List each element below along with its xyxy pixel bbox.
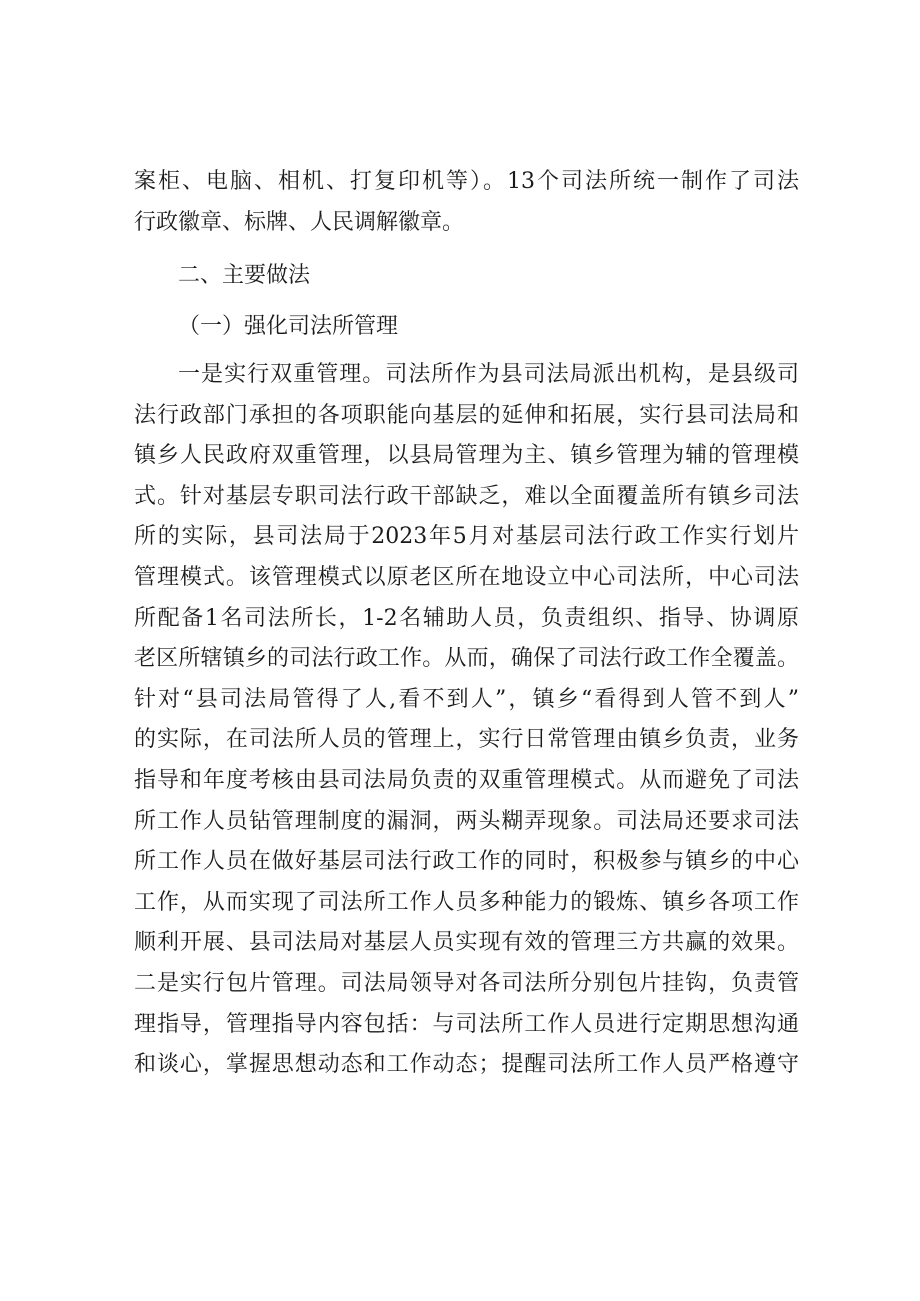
text-line: 顺利开展、县司法局对基层人员实现有效的管理三方共赢的效果。 [134,930,799,956]
text-line: 行政徽章、标牌、人民调解徽章。 [134,209,465,235]
text-line: 一是实行双重管理。司法所作为县司法局派出机构，是县级司 [178,362,799,387]
text-line: 镇乡人民政府双重管理，以县局管理为主、镇乡管理为辅的管理模 [134,443,799,469]
text-line: 法行政部门承担的各项职能向基层的延伸和拓展，实行县司法局和 [134,402,799,428]
text-line: 管理模式。该管理模式以原老区所在地设立中心司法所，中心司法 [134,564,799,590]
text-line: 针对“县司法局管得了人,看不到人”，镇乡“看得到人管不到人” [134,686,799,712]
text-line: 案柜、电脑、相机、打复印机等）。13个司法所统一制作了司法 [134,169,799,194]
text-line: 所工作人员钻管理制度的漏洞，两头糊弄现象。司法局还要求司法 [134,808,799,834]
text-line: 所的实际，县司法局于2023年5月对基层司法行政工作实行划片 [134,524,799,550]
text-line: 老区所辖镇乡的司法行政工作。从而，确保了司法行政工作全覆盖。 [134,646,799,672]
continuation-paragraph [134,162,799,243]
section-heading: 二、主要做法 [178,263,311,288]
text-line: 的实际，在司法所人员的管理上，实行日常管理由镇乡负责，业务 [134,727,799,753]
text-line: 所配备1名司法所长，1-2名辅助人员，负责组织、指导、协调原 [134,605,799,631]
subsection-heading: （一）强化司法所管理 [178,314,399,339]
body-paragraph [134,355,799,1086]
text-line: 式。针对基层专职司法行政干部缺乏，难以全面覆盖所有镇乡司法 [134,483,799,509]
text-line: 指导和年度考核由县司法局负责的双重管理模式。从而避免了司法 [134,767,799,793]
text-line: 二是实行包片管理。司法局领导对各司法所分别包片挂钩，负责管 [134,970,799,996]
text-line: 所工作人员在做好基层司法行政工作的同时，积极参与镇乡的中心 [134,849,799,875]
text-line: 和谈心，掌握思想动态和工作动态；提醒司法所工作人员严格遵守 [134,1052,799,1078]
text-line: 工作，从而实现了司法所工作人员多种能力的锻炼、镇乡各项工作 [134,889,799,915]
text-line: 理指导，管理指导内容包括：与司法所工作人员进行定期思想沟通 [134,1011,799,1037]
